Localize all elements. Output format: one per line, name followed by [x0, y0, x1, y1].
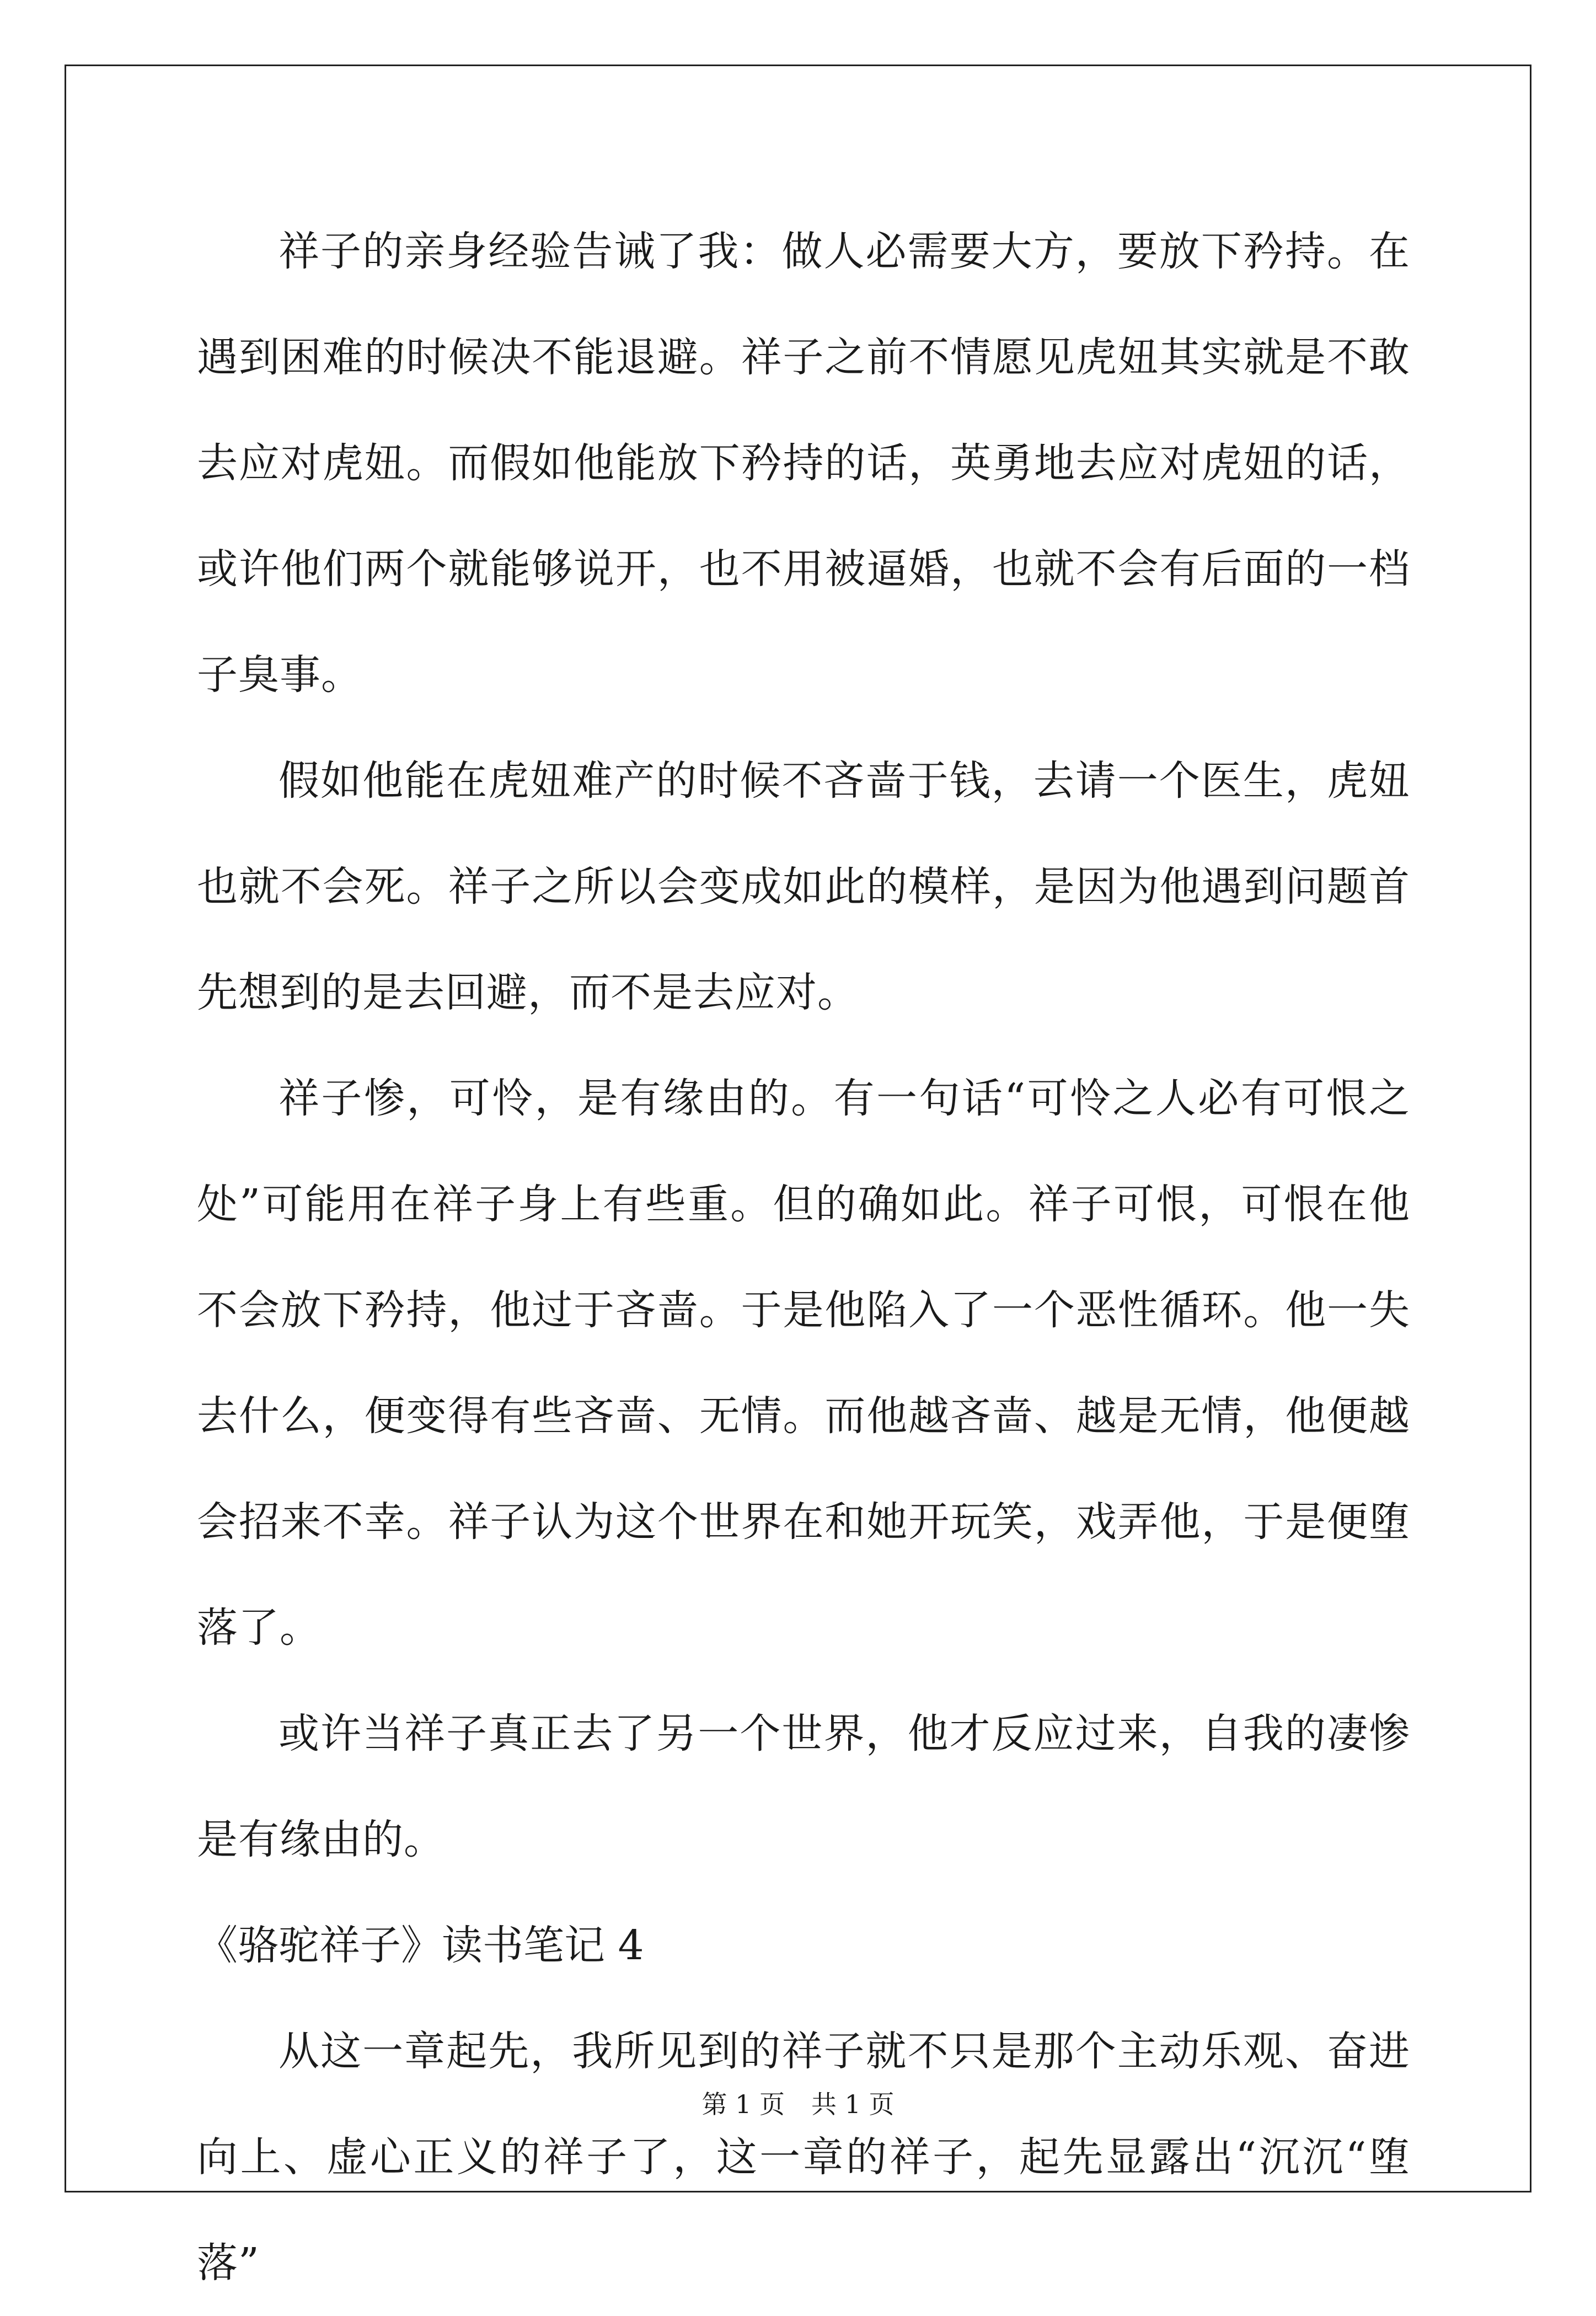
section-heading: 《骆驼祥子》读书笔记 4	[197, 1922, 644, 1969]
document-body	[197, 199, 1410, 2316]
paragraph-3: 祥子惨，可怜，是有缘由的。有一句话“可怜之人必有可恨之处”可能用在祥子身上有些重。但的确如此。祥子可恨，可恨在他不会放下矜持，他过于吝啬。于是他陷入了一个恶性循环。他一失去什么，便变得有些吝啬、无情。而他越吝啬、越是无情，他便越会招来不幸。祥子认为这个世界在和她开玩笑，戏弄他，于是便堕落了。	[197, 1075, 1410, 1652]
page-number: 第 1 页	[701, 2089, 785, 2119]
page-total: 共 1 页	[811, 2089, 895, 2119]
paragraph-4: 或许当祥子真正去了另一个世界，他才反应过来，自我的凄惨是有缘由的。	[197, 1710, 1410, 1863]
paragraph-1: 祥子的亲身经验告诫了我：做人必需要大方，要放下矜持。在遇到困难的时候决不能退避。祥子之前不情愿见虎妞其实就是不敢去应对虎妞。而假如他能放下矜持的话，英勇地去应对虎妞的话，或许他们两个就能够说开，也不用被逼婚，也就不会有后面的一档子臭事。	[197, 228, 1410, 699]
page-footer	[0, 2088, 1596, 2121]
section-paragraph-1: 从这一章起先，我所见到的祥子就不只是那个主动乐观、奋进向上、虚心正义的祥子了，这一章的祥子，起先显露出“沉沉“堕落”	[197, 2028, 1410, 2287]
paragraph-2: 假如他能在虎妞难产的时候不吝啬于钱，去请一个医生，虎妞也就不会死。祥子之所以会变成如此的模样，是因为他遇到问题首先想到的是去回避，而不是去应对。	[197, 757, 1410, 1016]
